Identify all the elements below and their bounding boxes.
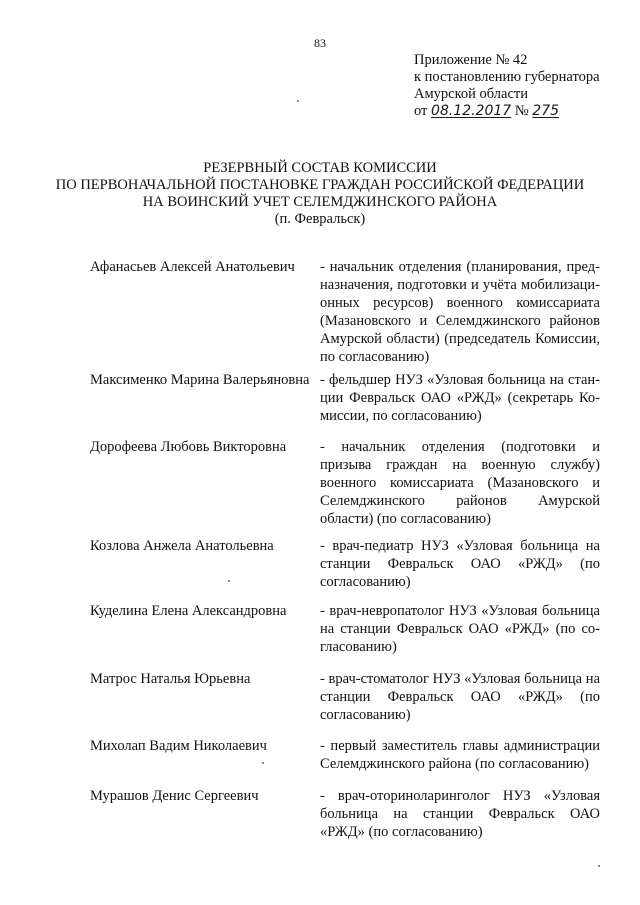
appendix-number: Приложение № 42 xyxy=(414,52,528,68)
appendix-date-line xyxy=(414,103,614,120)
date-prefix: от xyxy=(414,103,428,119)
member-role: - врач-невропатолог НУЗ «Узловая больница на станции Февральск ОАО «РЖД» (по согласованию) xyxy=(320,603,600,655)
member-role: - фельдшер НУЗ «Узловая больница на станции Февральск ОАО «РЖД» (секретарь Комиссии, по согласованию) xyxy=(320,372,600,424)
member-role: - врач-стоматолог НУЗ «Узловая больница на станции Февральск ОАО «РЖД» (по согласованию) xyxy=(320,671,600,723)
title-line-2: ПО ПЕРВОНАЧАЛЬНОЙ ПОСТАНОВКЕ ГРАЖДАН РОССИЙСКОЙ ФЕДЕРАЦИИ xyxy=(55,177,585,193)
member-role: - начальник отделения (планирования, предназначения, подготовки и учёта мобилизационных ресурсов) военного комиссариата (Мазановского и Селемджинского районов Амурской области) (председатель Комиссии, по согласованию) xyxy=(320,259,600,365)
member-role: - первый заместитель главы администрации Селемджинского района (по согласованию) xyxy=(320,738,600,772)
member-name: Козлова Анжела Анатольевна xyxy=(90,538,274,554)
page-number: 83 xyxy=(314,36,326,50)
handwritten-date: 08.12.2017 xyxy=(431,103,512,119)
member-name: Куделина Елена Александровна xyxy=(90,603,287,619)
member-role: - врач-оториноларинголог НУЗ «Узловая больница на станции Февральск ОАО «РЖД» (по согласованию) xyxy=(320,788,600,840)
scan-speck xyxy=(297,100,299,102)
number-sign: № xyxy=(514,103,529,119)
scan-speck xyxy=(228,580,230,582)
member-role: - врач-педиатр НУЗ «Узловая больница на станции Февральск ОАО «РЖД» (по согласованию) xyxy=(320,538,600,590)
appendix-header xyxy=(414,52,614,120)
member-name: Афанасьев Алексей Анатольевич xyxy=(90,259,295,275)
member-name: Михолап Вадим Николаевич xyxy=(90,738,267,754)
handwritten-number: 275 xyxy=(532,103,560,119)
member-name: Мурашов Денис Сергеевич xyxy=(90,788,259,804)
title-line-3: НА ВОИНСКИЙ УЧЕТ СЕЛЕМДЖИНСКОГО РАЙОНА xyxy=(142,194,498,210)
member-name: Матрос Наталья Юрьевна xyxy=(90,671,251,687)
appendix-decree-reference: к постановлению губернатора xyxy=(414,69,600,85)
member-name: Максименко Марина Валерьяновна xyxy=(90,372,310,388)
document-title xyxy=(0,160,640,228)
title-location: (п. Февральск) xyxy=(274,211,366,227)
member-role: - начальник отделения (подготовки и призыва граждан на военную службу) военного комиссариата (Мазановского и Селемджинского районов Амурской области) (по согласованию) xyxy=(320,439,600,527)
member-name: Дорофеева Любовь Викторовна xyxy=(90,439,287,455)
scan-speck xyxy=(598,865,600,867)
scan-speck xyxy=(262,762,264,764)
appendix-region: Амурской области xyxy=(414,86,528,102)
title-line-1: РЕЗЕРВНЫЙ СОСТАВ КОМИССИИ xyxy=(203,160,437,176)
